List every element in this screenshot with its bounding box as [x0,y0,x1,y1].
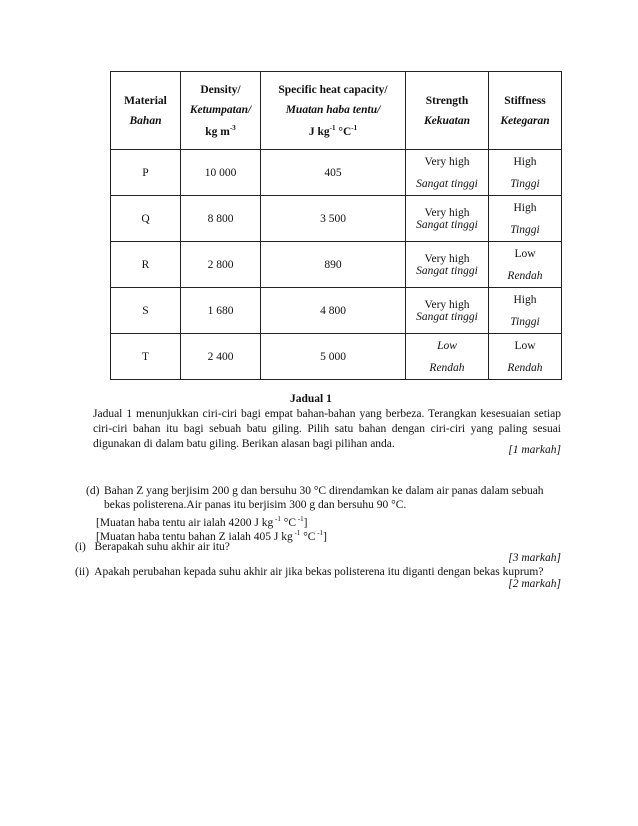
header-density-unit: kg $m^{-3}$ [205,123,236,138]
header-stiffness [489,72,562,150]
header-stiffness-ms: Ketegaran [500,114,550,127]
question-d-label: (d) [86,485,100,497]
table-header-row [111,72,562,150]
table-row [111,196,562,242]
header-density-en: Density/ [200,83,241,96]
cell-density: 10 000 [181,150,261,196]
table-row [111,242,562,288]
header-material [111,72,181,150]
question-d-sub-i-marks: [3 markah] [508,552,561,564]
cell-stiffness: High Tinggi [489,288,562,334]
cell-shc: 890 [261,242,406,288]
question-d-line1: Bahan Z yang berjisim 200 g dan bersuhu 30 °C direndamkan ke dalam air panas dalam sebuah [104,485,544,497]
header-shc-en: Specific heat capacity/ [278,83,388,96]
table-row [111,150,562,196]
question-d-sub-ii: (ii) Apakah perubahan kepada suhu akhir air jika bekas polisterena itu diganti dengan bekas kuprum? [75,566,544,578]
header-strength [406,72,489,150]
cell-shc: 405 [261,150,406,196]
cell-material: P [111,150,181,196]
question-d-sub-ii-marks: [2 markah] [508,578,561,590]
cell-shc: 5 000 [261,334,406,380]
question-d-note-z: [Muatan haba tentu bahan Z ialah 405 J kg $^{-1}$ °C $^{-1}$] [96,529,327,543]
cell-material: S [111,288,181,334]
table-row [111,288,562,334]
table-row [111,334,562,380]
header-shc-ms: Muatan haba tentu/ [285,103,381,116]
cell-shc: 3 500 [261,196,406,242]
header-strength-ms: Kekuatan [423,114,470,127]
cell-strength: Very high Sangat tinggi [406,242,489,288]
header-density [181,72,261,150]
cell-strength: Low Rendah [406,334,489,380]
cell-stiffness: Low Rendah [489,242,562,288]
header-material-ms: Bahan [129,114,162,127]
header-specific-heat-capacity [261,72,406,150]
question-d-note-water: [Muatan haba tentu air ialah 4200 J kg $^{-1}$ °C $^{-1}$] [96,515,308,529]
cell-material: Q [111,196,181,242]
header-shc-unit: J $kg^{-1}$ $^\circ C^{-1}$ [308,123,358,138]
table-caption: Jadual 1 [290,393,332,405]
cell-strength: Very high Sangat tinggi [406,288,489,334]
question-c-text: Jadual 1 menunjukkan ciri-ciri bagi empat bahan-bahan yang berbeza. Terangkan kesesuaian setiap ciri-ciri bahan itu bagi sebuah batu giling. Pilih satu bahan dengan ciri-ciri yang paling sesuai digunakan di dalam batu giling. Berikan alasan bagi pilihan anda. [93,408,561,450]
materials-table [110,71,562,380]
question-d-line2: bekas polisterena.Air panas itu berjisim 300 g dan bersuhu 90 °C. [104,499,407,511]
cell-strength: Very high Sangat tinggi [406,150,489,196]
header-strength-en: Strength [425,94,469,107]
cell-material: T [111,334,181,380]
cell-stiffness: Low Rendah [489,334,562,380]
header-stiffness-en: Stiffness [504,94,546,107]
cell-material: R [111,242,181,288]
header-density-ms: Ketumpatan/ [189,103,252,116]
cell-density: 2 800 [181,242,261,288]
cell-shc: 4 800 [261,288,406,334]
cell-density: 8 800 [181,196,261,242]
cell-strength: Very high Sangat tinggi [406,196,489,242]
question-d-sub-i: (i) Berapakah suhu akhir air itu? [75,541,230,553]
cell-stiffness: High Tinggi [489,196,562,242]
cell-density: 1 680 [181,288,261,334]
question-c-marks: [1 markah] [508,444,561,456]
header-material-en: Material [124,94,167,107]
cell-density: 2 400 [181,334,261,380]
cell-stiffness: High Tinggi [489,150,562,196]
